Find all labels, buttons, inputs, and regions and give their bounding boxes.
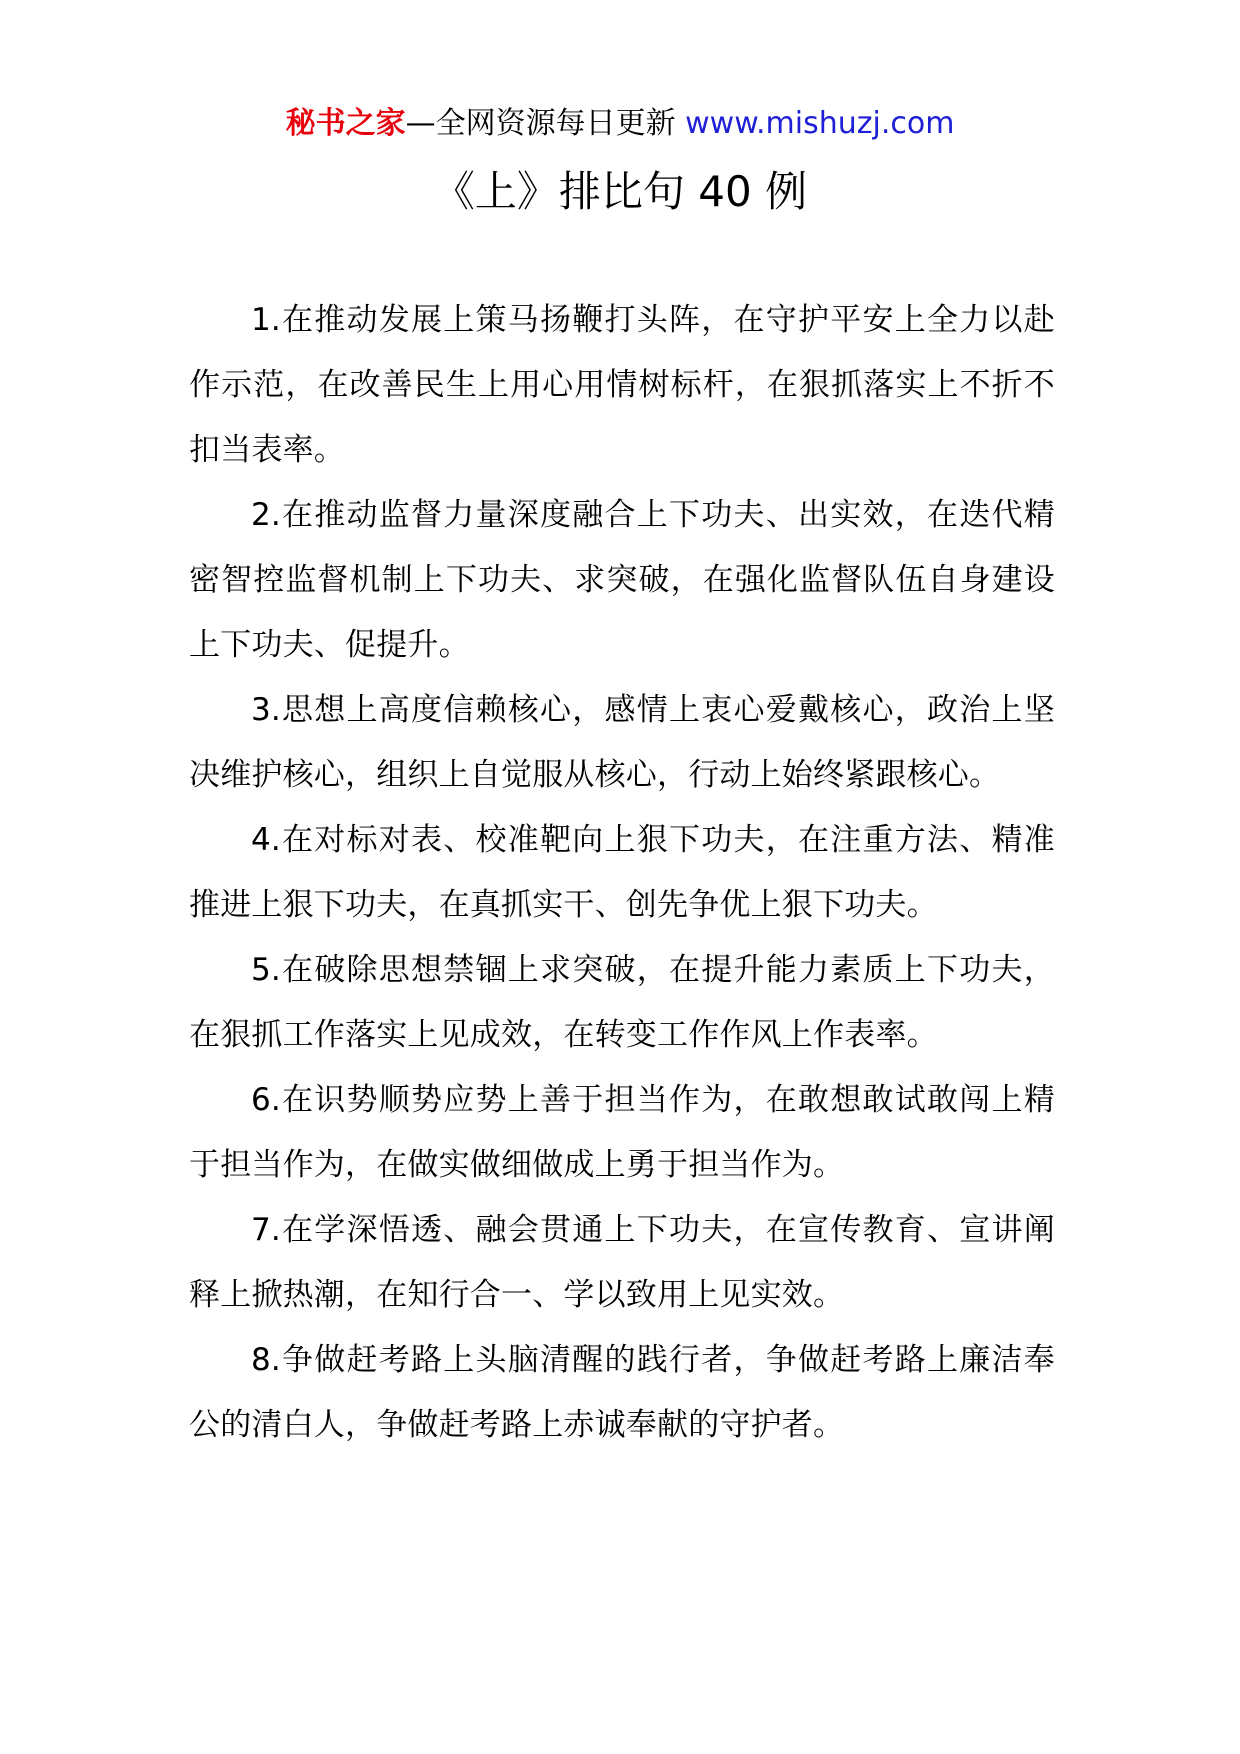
document-title: 《上》排比句 40 例 <box>432 167 808 216</box>
paragraph-7: 7.在学深悟透、融会贯通上下功夫，在宣传教育、宣讲阐释上掀热潮，在知行合一、学以致用上见实效。 <box>189 1212 1055 1313</box>
paragraph-6: 6.在识势顺势应势上善于担当作为，在敢想敢试敢闯上精于担当作为，在做实做细做成上勇于担当作为。 <box>189 1082 1055 1183</box>
document-body <box>189 288 1055 1458</box>
paragraph-5: 5.在破除思想禁锢上求突破，在提升能力素质上下功夫，在狠抓工作落实上见成效，在转变工作作风上作表率。 <box>189 952 1055 1053</box>
paragraph-3: 3.思想上高度信赖核心，感情上衷心爱戴核心，政治上坚决维护核心，组织上自觉服从核心，行动上始终紧跟核心。 <box>189 692 1055 793</box>
site-brand: 秘书之家 <box>285 106 406 141</box>
site-header <box>0 100 1240 148</box>
paragraph-8: 8.争做赶考路上头脑清醒的践行者，争做赶考路上廉洁奉公的清白人，争做赶考路上赤诚奉献的守护者。 <box>189 1342 1055 1443</box>
paragraph-4: 4.在对标对表、校准靶向上狠下功夫，在注重方法、精准推进上狠下功夫，在真抓实干、创先争优上狠下功夫。 <box>189 822 1055 923</box>
paragraph-1: 1.在推动发展上策马扬鞭打头阵，在守护平安上全力以赴作示范，在改善民生上用心用情树标杆，在狠抓落实上不折不扣当表率。 <box>189 302 1055 468</box>
site-tagline: —全网资源每日更新 <box>405 106 686 141</box>
paragraph-2: 2.在推动监督力量深度融合上下功夫、出实效，在迭代精密智控监督机制上下功夫、求突破，在强化监督队伍自身建设上下功夫、促提升。 <box>189 497 1055 663</box>
site-url-link[interactable]: www.mishuzj.com <box>685 106 955 141</box>
